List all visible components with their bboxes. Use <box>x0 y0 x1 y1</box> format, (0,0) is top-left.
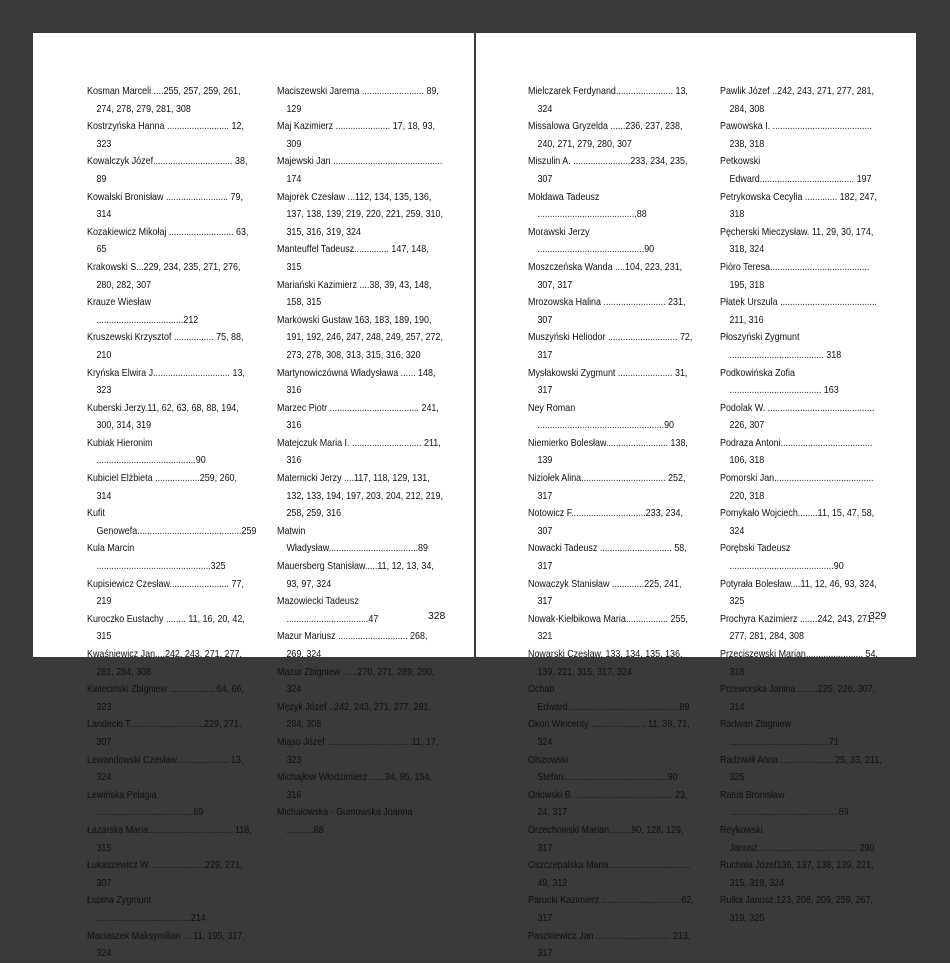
index-entry: Rulka Janusz.123, 208, 209, 259, 267, 319, 325 <box>720 895 874 924</box>
index-entry: Paszkiewicz Jan .............................. 213, 317 <box>528 930 691 960</box>
index-entry: Nowaczyk Stanisław .............225, 241, 317 <box>528 578 682 608</box>
index-entry: Płoszyński Zygmunt ...................................... 318 <box>720 332 842 361</box>
index-entry: Kosman Marceli ....255, 257, 259, 261, 274, 278, 279, 281, 308 <box>87 86 241 115</box>
index-entry: Martynowiczówna Władysława ...... 148, 316 <box>277 367 436 397</box>
index-entry: Moszczeńska Wanda ....104, 223, 231, 307, 317 <box>528 261 683 291</box>
index-entry: Kwaśniewicz Jan....242, 243, 271, 277, 281, 284, 308 <box>87 649 242 678</box>
index-entry: Majorek Czesław ...112, 134, 135, 136, 137, 138, 139, 219, 220, 221, 259, 310, 315, 316, 319, 324 <box>277 191 443 238</box>
index-entry: Mysłakowski Zygmunt ...................... 31, 317 <box>528 367 688 397</box>
page-number: 328 <box>428 611 446 622</box>
index-entry: Miszulin A. .......................233, 234, 235, 307 <box>528 156 688 185</box>
index-entry: Mielczarek Ferdynand....................... 13, 324 <box>528 86 688 115</box>
index-entry: Maciszewski Jarema ......................... 89, 129 <box>277 86 439 115</box>
index-entry: Krauze Wiesław ...................................212 <box>87 297 199 326</box>
index-column-right-1 <box>528 83 694 963</box>
index-entry: Płatek Urszula ....................................... 211, 316 <box>720 297 877 326</box>
index-entry: Podolak W. ........................................... 226, 307 <box>720 402 875 432</box>
index-entry: Michałowska - Gumowska Joanna ...........88 <box>277 807 413 836</box>
index-entry: Kozakiewicz Mikołaj .......................... 63, 65 <box>87 226 249 256</box>
index-entry: Pawowska I. ........................................ 238, 318 <box>720 121 872 150</box>
index-entry: Ney Roman ...................................................90 <box>528 402 675 432</box>
index-entry: Łazarska Maria.................................. 118, 315 <box>87 824 252 854</box>
index-entry: Missalowa Gryzelda ......236, 237, 238, 240, 271, 279, 280, 307 <box>528 121 683 150</box>
index-entry: Morawski Jerzy ...........................................90 <box>528 226 655 256</box>
index-entry: Kowalczyk Józef................................ 38, 89 <box>87 156 248 185</box>
index-entry: Pomorski Jan........................................ 220, 318 <box>720 473 874 502</box>
left-page <box>33 33 474 960</box>
index-column-left-1 <box>87 83 257 963</box>
index-entry: Lewińska Pelagia .......................................89 <box>87 789 204 819</box>
index-entry: Kubiciel Elżbieta ..................259, 260, 314 <box>87 473 238 502</box>
index-entry: Matejczuk Maria I. ............................ 211, 316 <box>277 437 441 467</box>
index-entry: Ruchała Józef136, 137, 138, 139, 221, 315, 319, 324 <box>720 860 874 889</box>
index-entry: Pawlik Józef ..242, 243, 271, 277, 281, 284, 308 <box>720 86 875 115</box>
index-entry: Porębski Tadeusz ..........................................90 <box>720 543 844 573</box>
index-entry: Oszczepalska Maria ................................ 49, 312 <box>528 860 691 889</box>
index-entry: Petkowski Edward...................................... 197 <box>720 156 872 185</box>
index-entry: Mężyk Józef ..242, 243, 271, 277, 281, 284, 308 <box>277 701 432 731</box>
index-entry: Krakowski S...229, 234, 235, 271, 276, 280, 282, 307 <box>87 261 241 291</box>
index-entry: Olszowski Stefan..........................................90 <box>528 754 678 784</box>
index-entry: Nowarski Czesław. 133, 134, 135, 136, 139, 221, 315, 317, 324 <box>528 649 683 678</box>
index-entry: Kubiak Hieronim ........................................90 <box>87 437 206 467</box>
index-entry: Mariański Kazimierz ....38, 39, 43, 148, 158, 315 <box>277 279 432 309</box>
index-entry: Landecki T..............................229, 271, 307 <box>87 719 242 748</box>
index-entry: Orłowski B. ....................................... 23, 24, 317 <box>528 789 688 819</box>
index-entry: Maternicki Jerzy ....117, 118, 129, 131, 132, 133, 194, 197, 203, 204, 212, 219, 258, 259, 316 <box>277 473 443 520</box>
index-entry: Pęcherski Mieczysław. 11, 29, 30, 174, 318, 324 <box>720 226 874 256</box>
index-entry: Kuroczko Eustachy ........ 11, 16, 20, 42, 315 <box>87 613 245 643</box>
index-entry: Mazur Mariusz ............................ 268, 269, 324 <box>277 631 428 660</box>
index-entry: Kostrzyńska Hanna ......................... 12, 323 <box>87 121 244 150</box>
index-entry: Kula Marcin ..............................................325 <box>87 543 226 573</box>
index-entry: Podkowińska Zofia ..................................... 163 <box>720 367 839 397</box>
index-entry: Markowski Gustaw 163, 183, 189, 190, 191, 192, 246, 247, 248, 249, 257, 272, 273, 278, 308, 313, 315, 316, 320 <box>277 314 443 361</box>
index-entry: Pomykało Wojciech........11, 15, 47, 58, 324 <box>720 508 875 537</box>
page-number: 329 <box>869 611 887 622</box>
index-entry: Mazur Zbigniew ......270, 271, 289, 290, 324 <box>277 666 435 696</box>
index-entry: Kowalski Bronisław ......................... 79, 314 <box>87 191 243 221</box>
index-entry: Kwieciński Zbigniew .................. 64, 66, 323 <box>87 684 244 713</box>
index-entry: Pióro Teresa........................................ 195, 318 <box>720 261 870 291</box>
index-entry: Niemierko Bolesław......................... 138, 139 <box>528 437 688 467</box>
index-entry: Manteuffel Tadeusz.............. 147, 148, 315 <box>277 244 429 273</box>
index-entry: Kryńska Elwira J............................... 13, 323 <box>87 367 245 397</box>
index-entry: Przeworska Janina ........225, 226, 307, 314 <box>720 684 875 713</box>
index-entry: Nowacki Tadeusz ............................. 58, 317 <box>528 543 687 573</box>
index-entry: Nowak-Kiełbikowa Maria................. 255, 321 <box>528 613 688 643</box>
index-entry: Miąso Józef ................................. 11, 17, 323 <box>277 736 439 766</box>
index-entry: Prochyra Kazimierz .......242, 243, 271, 277, 281, 284, 308 <box>720 613 875 643</box>
index-entry: Kufit Genowefa..........................................259 <box>87 508 257 537</box>
index-entry: Radwan Zbigniew ........................................71 <box>720 719 839 748</box>
index-entry: Orzechowski Marian.........90, 128, 129, 317 <box>528 824 684 854</box>
index-entry: Reykowski Janusz........................................ 290 <box>720 824 875 854</box>
index-entry: Mazowiecki Tadeusz .................................47 <box>277 596 379 625</box>
index-entry: Łupina Zygmunt ......................................214 <box>87 895 206 924</box>
index-entry: Mrozowska Halina ......................... 231, 307 <box>528 297 686 326</box>
index-entry: Lewandowski Czesław..................... 13, 324 <box>87 754 244 784</box>
index-entry: Podraza Antoni..................................... 106, 318 <box>720 437 873 467</box>
index-entry: Mołdawa Tadeusz ........................................88 <box>528 191 647 221</box>
index-entry: Przeciszewski Marian....................... 54, 318 <box>720 649 878 678</box>
index-entry: Radziwiłł Anna ......................25, 33, 211, 325 <box>720 754 882 784</box>
index-entry: Ratuś Bronisław ............................................89 <box>720 789 849 819</box>
index-entry: Ochab Edward.............................................89 <box>528 684 690 713</box>
index-entry: Muszyński Heliodor ............................ 72, 317 <box>528 332 693 361</box>
index-entry: Matwin Władysław....................................89 <box>277 525 428 555</box>
index-entry: Niziołek Alina.................................. 252, 317 <box>528 473 686 502</box>
index-entry: Michajłow Włodzimierz.......34, 95, 154, 316 <box>277 772 432 801</box>
index-entry: Kuberski Jerzy.11, 62, 63, 68, 88, 194, 300, 314, 319 <box>87 402 239 432</box>
index-entry: Maj Kazimierz ...................... 17, 18, 93, 309 <box>277 121 435 150</box>
index-entry: Maciaszek Maksymilian ... 11, 195, 317, 324 <box>87 930 245 960</box>
index-entry: Potyrała Bolesław....11, 12, 46, 93, 324, 325 <box>720 578 877 608</box>
index-entry: Parucki Kazimierz ............................... 62, 317 <box>528 895 694 924</box>
index-entry: Marzec Piotr .................................... 241, 316 <box>277 402 439 432</box>
index-entry: Mauersberg Stanisław.....11, 12, 13, 34, 93, 97, 324 <box>277 561 434 590</box>
index-entry: Notowicz F..............................233, 234, 307 <box>528 508 683 537</box>
index-entry: Okoń Wincenty ...................... 11, 39, 71, 324 <box>528 719 690 748</box>
index-entry: Majewski Jan ............................................ 174 <box>277 156 443 185</box>
index-entry: Petrykowska Cecylia ............. 182, 247, 318 <box>720 191 877 221</box>
index-entry: Łukaszewicz W. .....................229, 271, 307 <box>87 860 243 889</box>
right-page <box>476 33 916 960</box>
index-entry: Kruszewski Krzysztof ................ 75, 88, 210 <box>87 332 244 361</box>
index-entry: Kupisiewicz Czesław........................ 77, 219 <box>87 578 244 608</box>
